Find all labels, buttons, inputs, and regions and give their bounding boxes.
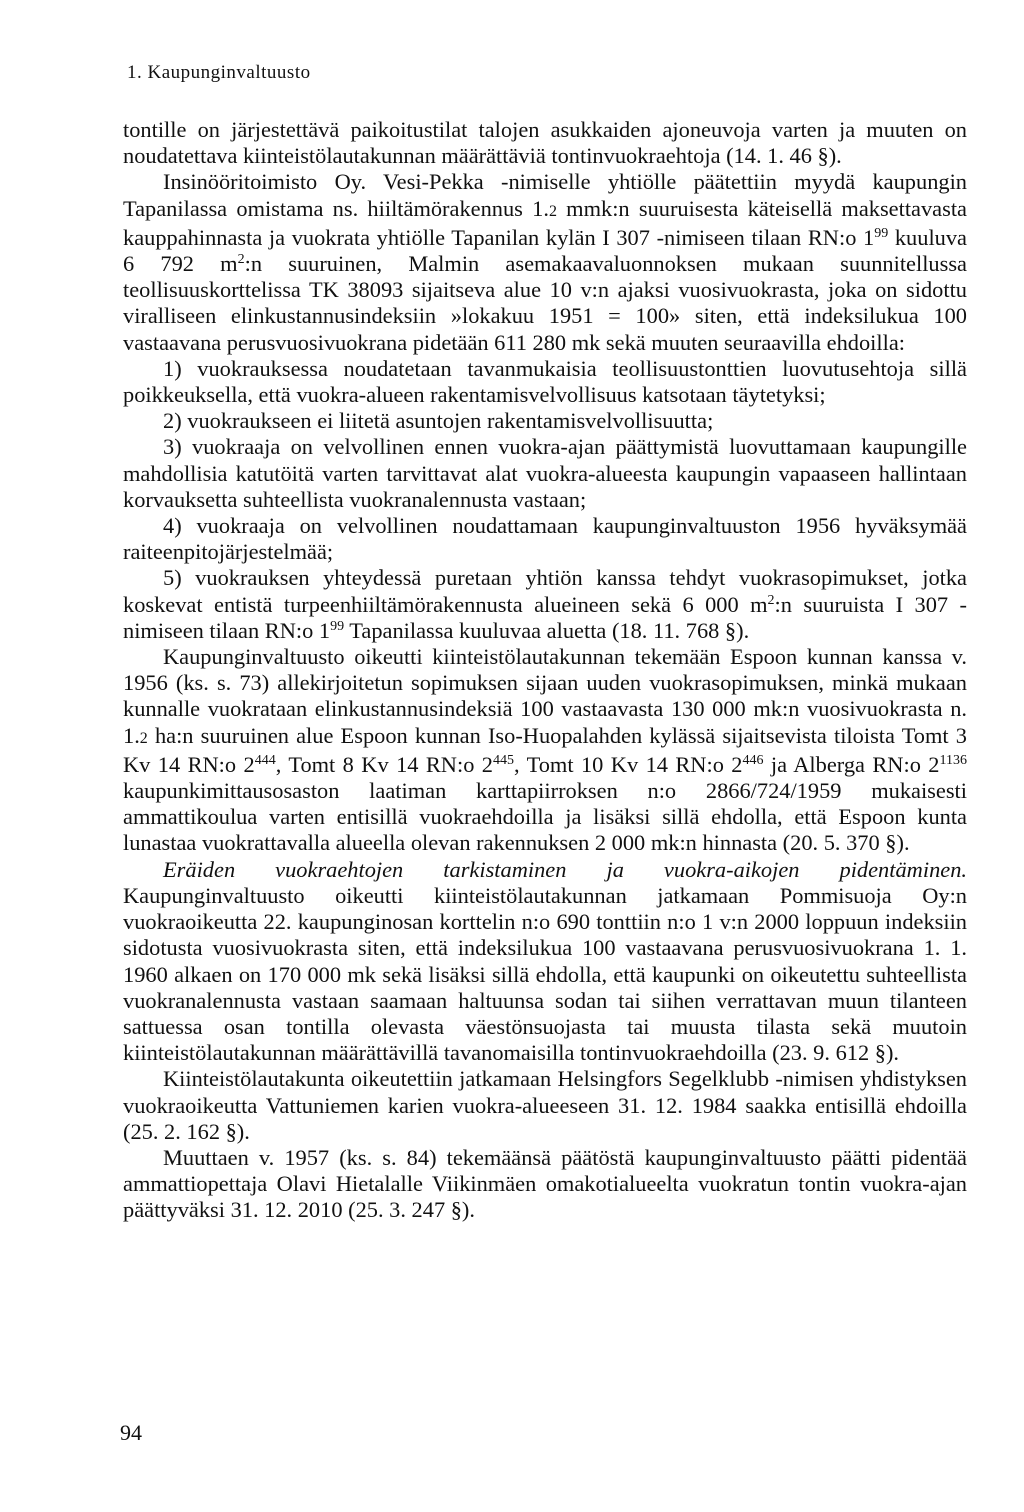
- section-heading: Eräiden vuokraehtojen tarkistaminen ja vuokra-aikojen pidentäminen.: [163, 856, 967, 882]
- paragraph-segelklubb: Kiinteistölautakunta oikeutettiin jatkamaan Helsingfors Segelklubb -nimisen yhdistyksen vuokraoikeutta Vattuniemen karien vuokra-alueeseen 31. 12. 1984 saakka entisillä ehdoilla (25. 2. 162 §).: [123, 1066, 967, 1144]
- paragraph-hietala: Muuttaen v. 1957 (ks. s. 84) tekemäänsä päätöstä kaupunginvaltuusto päätti pidentää ammattiopettaja Olavi Hietalalle Viikinmäen omakotialueelta vuokratun tontin vuokra-ajan päättyväksi 31. 12. 2010 (25. 3. 247 §).: [123, 1144, 967, 1223]
- paragraph-vesi-pekka: Insinööritoimisto Oy. Vesi-Pekka -nimiselle yhtiölle päätettiin myydä kaupungin Tapanilassa omistama ns. hiiltämörakennus 1.2 mmk:n suuruisesta käteisellä maksettavasta kauppahinnasta ja vuokrata yhtiölle Tapanilan kylän I 307 -nimiseen tilaan RN:o $1^{99}$ kuuluva 6 792 $m^2:n$ suuruinen, Malmin asemakaavaluonnoksen mukaan suunnitellussa teollisuuskorttelissa TK 38093 sijaitseva alue 10 v:n ajaksi vuosivuokrasta, joka on sidottu viralliseen elinkustannusindeksiin »lokakuu 1951 = 100» siten, että indeksilukua 100 vastaavana perusvuosivuokrana pidetään 611 280 mk sekä muuten seuraavilla ehdoilla:: [123, 169, 967, 355]
- condition-item-2: 2) vuokraukseen ei liitetä asuntojen rakentamisvelvollisuutta;: [163, 408, 714, 434]
- paragraph-espoo: Kaupunginvaltuusto oikeutti kiinteistölautakunnan tekemään Espoon kunnan kanssa v. 1956 (ks. s. 73) allekirjoitetun sopimuksen sijaan uuden vuokrasopimuksen, minkä mukaan kunnalle vuokrataan elinkustannusindeksiä 100 vastaavasta 130 000 mk:n vuosivuokrasta n. 1.2 ha:n suuruinen alue Espoon kunnan Iso-Huopalahden kylässä sijaitsevista tiloista Tomt 3 Kv 14 RN:o $2^{444}$, Tomt 8 Kv 14 RN:o $2^{445}$, Tomt 10 Kv 14 RN:o $2^{446}$ ja Alberga RN:o $2^{1136}$ kaupunkimittausosaston laatiman karttapiirroksen n:o 2866/724/1959 mukaisesti ammattikoulua varten entisillä vuokraehdoilla ja lisäksi sillä ehdolla, että Espoon kunta lunastaa vuokrattavalla alueella olevan rakennuksen 2 000 mk:n hinnasta (20. 5. 370 §).: [123, 644, 967, 856]
- condition-item-5: 5) vuokrauksen yhteydessä puretaan yhtiön kanssa tehdyt vuokrasopimukset, jotka koskevat entistä turpeenhiiltämörakennusta alueineen sekä 6 000 $m^2:n$ suuruista I 307 -nimiseen tilaan RN:o $1^{99}$ Tapanilassa kuuluvaa aluetta (18. 11. 768 §).: [123, 565, 967, 643]
- condition-item-4: 4) vuokraaja on velvollinen noudattamaan kaupunginvaltuuston 1956 hyväksymää raiteenpitojärjestelmää;: [123, 513, 967, 565]
- condition-item-1: 1) vuokrauksessa noudatetaan tavanmukaisia teollisuustonttien luovutusehtoja sillä poikkeuksella, että vuokra-alueen rakentamisvelvollisuus katsotaan täytetyksi;: [123, 355, 967, 408]
- paragraph-vuokraehdot: Eräiden vuokraehtojen tarkistaminen ja vuokra-aikojen pidentäminen. Kaupunginvaltuusto oikeutti kiinteistölautakunnan jatkamaan Pommisuoja Oy:n vuokraoikeutta 22. kaupunginosan korttelin n:o 690 tonttiin n:o 1 v:n 2000 loppuun indeksiin sidotusta vuosivuokrasta siten, että indeksilukua 100 vastaavana perusvuosivuokrana 1. 1. 1960 alkaen on 170 000 mk sekä lisäksi sillä ehdolla, että kaupunki on oikeutettu suhteellista vuokranalennusta vastaan saamaan haltuunsa sodan tai siihen verrattavan muun tilanteen sattuessa osan tontilla olevasta väestönsuojasta tai muusta tilasta sekä muutoin kiinteistölautakunnan määrättävillä tavanomaisilla tontinvuokraehdoilla (23. 9. 612 §).: [123, 856, 967, 1066]
- running-head: 1. Kaupunginvaltuusto: [127, 62, 311, 83]
- condition-item-3: 3) vuokraaja on velvollinen ennen vuokra-ajan päättymistä luovuttamaan kaupungille mahdollisia katutöitä varten tarvittavat alat vuokra-alueesta kaupungin vapaaseen hallintaan korvauksetta suhteellista vuokranalennusta vastaan;: [123, 434, 967, 512]
- body-text: [123, 117, 967, 1224]
- page-number: 94: [120, 1420, 142, 1445]
- paragraph-continued: tontille on järjestettävä paikoitustilat talojen asukkaiden ajoneuvoja varten ja muuten on noudatettava kiinteistölautakunnan määrättäviä tontinvuokraehtoja (14. 1. 46 §).: [123, 117, 967, 169]
